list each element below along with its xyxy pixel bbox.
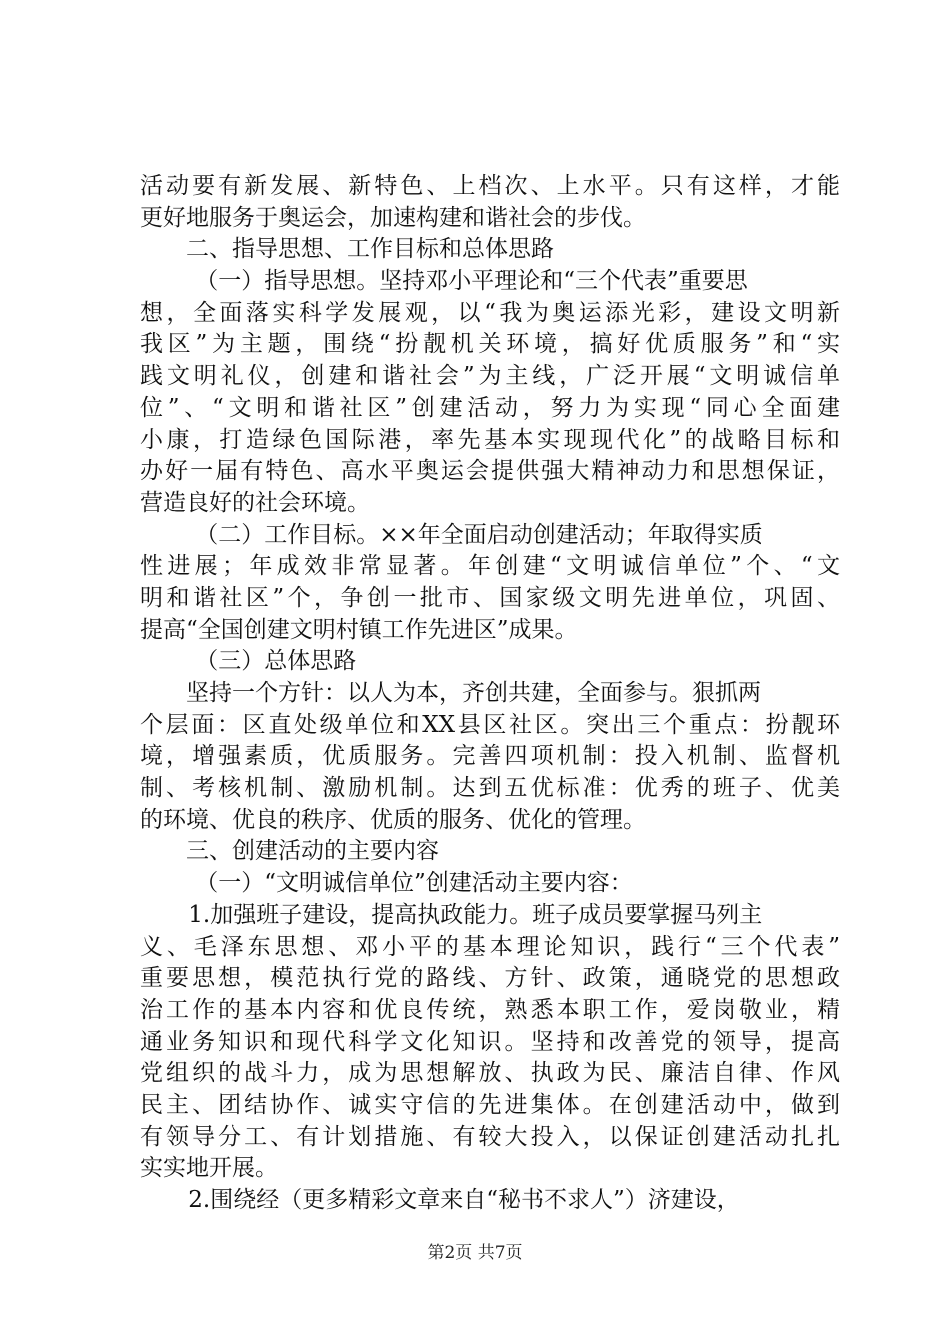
paragraph xyxy=(140,520,840,552)
text-line: 活动要有新发展、新特色、上档次、上水平。只有这样，才能 xyxy=(140,173,840,199)
paragraph xyxy=(140,1185,840,1217)
text-line: 重要思想，模范执行党的路线、方针、政策，通晓党的思想政 xyxy=(140,965,840,992)
page-number-footer: 第2页 共7页 xyxy=(427,1243,523,1263)
paragraph xyxy=(140,551,840,646)
text-line: 坚持一个方针：以人为本，齐创共建，全面参与。狠抓两 xyxy=(186,680,761,706)
paragraph xyxy=(140,298,840,520)
paragraph xyxy=(140,900,840,932)
paragraph xyxy=(140,836,840,868)
text-line: 制、考核机制、激励机制。达到五优标准：优秀的班子、优美 xyxy=(140,775,840,802)
text-line: （一）指导思想。坚持邓小平理论和“三个代表”重要思 xyxy=(195,268,748,295)
paragraph xyxy=(140,932,840,1186)
text-line: 我区”为主题，围绕“扮靓机关环境，搞好优质服务”和“实 xyxy=(140,331,840,358)
paragraph xyxy=(140,868,840,900)
text-line: （三）总体思路 xyxy=(195,648,357,675)
text-line: 二、指导思想、工作目标和总体思路 xyxy=(186,236,554,263)
text-line: 治工作的基本内容和优良传统，熟悉本职工作，爱岗敬业，精 xyxy=(140,996,840,1023)
text-line: 性进展；年成效非常显著。年创建“文明诚信单位”个、“文 xyxy=(140,553,840,580)
text-line: 三、创建活动的主要内容 xyxy=(186,838,439,865)
text-line: 实实地开展。 xyxy=(140,1155,278,1182)
text-line: 更好地服务于奥运会，加速构建和谐社会的步伐。 xyxy=(140,204,646,231)
document-body xyxy=(140,171,840,1217)
text-line: （二）工作目标。××年全面启动创建活动；年取得实质 xyxy=(195,521,763,548)
text-line: 想，全面落实科学发展观，以“我为奥运添光彩，建设文明新 xyxy=(140,299,840,326)
text-line: 明和谐社区”个，争创一批市、国家级文明先进单位，巩固、 xyxy=(140,584,840,611)
paragraph xyxy=(140,678,840,710)
text-line: 有领导分工、有计划措施、有较大投入，以保证创建活动扎扎 xyxy=(140,1123,840,1150)
text-line: 通业务知识和现代科学文化知识。坚持和改善党的领导，提高 xyxy=(140,1028,840,1055)
paragraph xyxy=(140,171,840,234)
text-line: 党组织的战斗力，成为思想解放、执政为民、廉洁自律、作风 xyxy=(140,1060,840,1087)
text-line: 个层面：区直处级单位和XX县区社区。突出三个重点：扮靓环 xyxy=(140,711,840,738)
text-line: 民主、团结协作、诚实守信的先进集体。在创建活动中，做到 xyxy=(140,1091,840,1118)
text-line: 位”、“文明和谐社区”创建活动，努力为实现“同心全面建 xyxy=(140,394,840,421)
text-line: 境，增强素质，优质服务。完善四项机制：投入机制、监督机 xyxy=(140,743,840,770)
text-line: 营造良好的社会环境。 xyxy=(140,489,370,516)
paragraph xyxy=(140,710,840,837)
text-line: （一）“文明诚信单位”创建活动主要内容： xyxy=(195,870,633,897)
paragraph xyxy=(140,646,840,678)
paragraph xyxy=(140,266,840,298)
text-line: 的环境、优良的秩序、优质的服务、优化的管理。 xyxy=(140,806,646,833)
text-line: 践文明礼仪，创建和谐社会”为主线，广泛开展“文明诚信单 xyxy=(140,363,840,390)
text-line: 小康，打造绿色国际港，率先基本实现现代化”的战略目标和 xyxy=(140,426,840,453)
text-line: 办好一届有特色、高水平奥运会提供强大精神动力和思想保证， xyxy=(140,458,840,485)
text-line: 1.加强班子建设，提高执政能力。班子成员要掌握马列主 xyxy=(188,901,763,928)
text-line: 2.围绕经（更多精彩文章来自“秘书不求人”）济建设， xyxy=(188,1187,740,1213)
text-line: 义、毛泽东思想、邓小平的基本理论知识，践行“三个代表” xyxy=(140,933,840,960)
paragraph xyxy=(140,234,840,266)
text-line: 提高“全国创建文明村镇工作先进区”成果。 xyxy=(140,616,578,643)
